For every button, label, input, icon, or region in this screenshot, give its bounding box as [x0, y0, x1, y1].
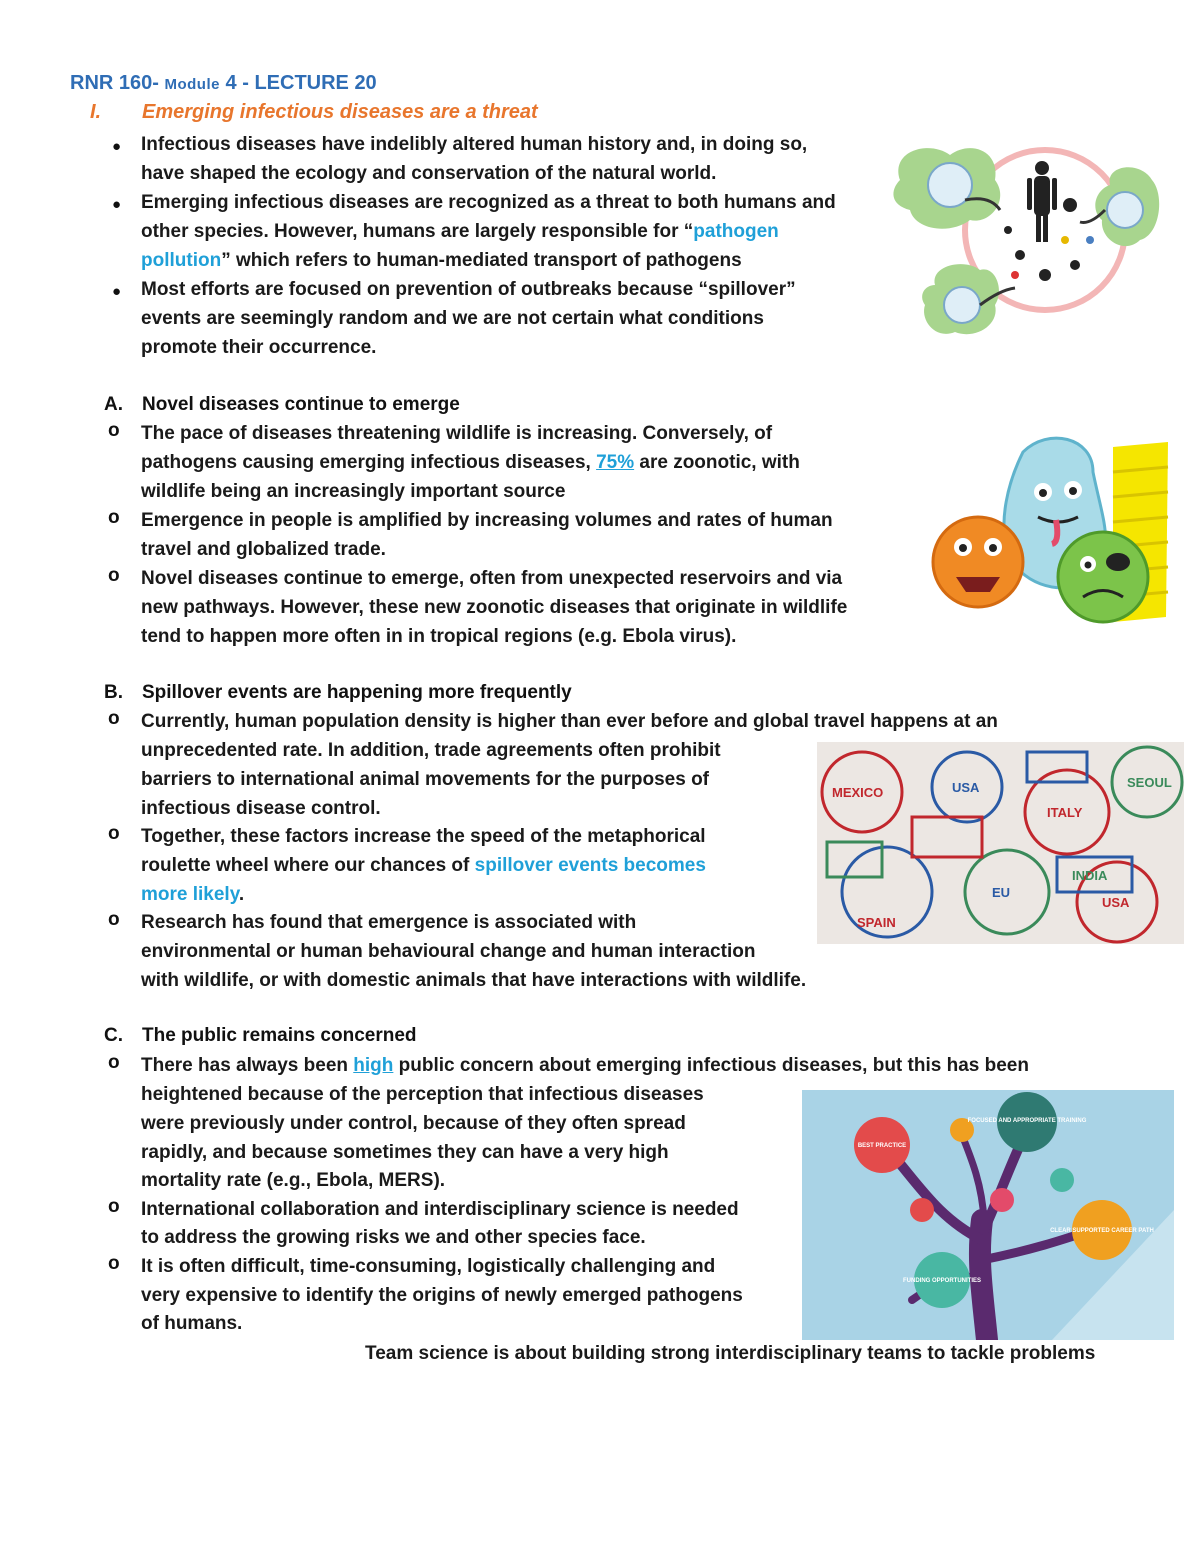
text-line: pathogens causing emerging infectious diseases, 75% are zoonotic, with: [141, 452, 800, 473]
circle-bullet-icon: o: [108, 1253, 120, 1274]
text-line: rapidly, and because sometimes they can have a very high: [141, 1142, 669, 1163]
text-line: Research has found that emergence is associated with: [141, 912, 637, 933]
stamp-text: MEXICO: [832, 785, 884, 800]
text-line: Currently, human population density is higher than ever before and global travel happens at an: [141, 711, 998, 732]
circle-bullet-icon: o: [108, 565, 120, 586]
text-line: new pathways. However, these new zoonotic diseases that originate in wildlife: [141, 597, 848, 618]
text-line: Novel diseases continue to emerge, often from unexpected reservoirs and via: [141, 568, 843, 589]
highlight-text: pathogen: [693, 221, 779, 242]
text-line: were previously under control, because of they often spread: [141, 1113, 686, 1134]
text-line: tend to happen more often in in tropical regions (e.g. Ebola virus).: [141, 626, 737, 647]
tree-label: CLEAR SUPPORTED CAREER PATH: [1050, 1228, 1154, 1234]
circle-bullet-icon: o: [108, 909, 120, 930]
bullet-icon: ●: [112, 283, 122, 300]
stamp-text: ITALY: [1047, 805, 1083, 820]
text-line: Together, these factors increase the speed of the metaphorical: [141, 826, 706, 847]
text-line: travel and globalized trade.: [141, 539, 386, 560]
text-line: Emergence in people is amplified by increasing volumes and rates of human: [141, 510, 833, 531]
pathogen-spillover-illustration: [890, 140, 1160, 365]
section-heading-1: I. Emerging infectious diseases are a threat: [90, 101, 538, 123]
bullet-icon: ●: [112, 138, 122, 155]
percent-link[interactable]: 75%: [596, 452, 635, 473]
text-line: The pace of diseases threatening wildlife is increasing. Conversely, of: [141, 423, 773, 444]
stamp-text: USA: [1102, 895, 1130, 910]
text-line: There has always been high public concern about emerging infectious diseases, but this has been: [141, 1055, 1029, 1076]
highlight-text: pollution: [141, 250, 222, 271]
circle-bullet-icon: o: [108, 708, 120, 729]
circle-bullet-icon: o: [108, 1052, 120, 1073]
bullet-icon: ●: [112, 196, 122, 213]
stamp-text: INDIA: [1072, 868, 1108, 883]
section-heading-b: B. Spillover events are happening more frequently: [104, 682, 572, 703]
high-link[interactable]: high: [353, 1055, 394, 1076]
text-line: International collaboration and interdisciplinary science is needed: [141, 1199, 739, 1220]
team-science-tree-illustration: [802, 1090, 1174, 1340]
text-line: barriers to international animal movements for the purposes of: [141, 769, 710, 790]
text-line: promote their occurrence.: [141, 337, 377, 358]
circle-bullet-icon: o: [108, 823, 120, 844]
tree-label: BEST PRACTICE: [857, 1143, 907, 1149]
text-line: mortality rate (e.g., Ebola, MERS).: [141, 1170, 446, 1191]
passport-stamps-image: [817, 742, 1184, 944]
circle-bullet-icon: o: [108, 1196, 120, 1217]
circle-bullet-icon: o: [108, 507, 120, 528]
text-line: to address the growing risks we and other species face.: [141, 1227, 646, 1248]
text-line: It is often difficult, time-consuming, logistically challenging and: [141, 1256, 716, 1277]
text-line: Emerging infectious diseases are recognized as a threat to both humans and: [141, 192, 836, 213]
stamp-text: SEOUL: [1127, 775, 1172, 790]
text-line: very expensive to identify the origins of newly emerged pathogens: [141, 1285, 743, 1306]
text-line: more likely.: [141, 884, 245, 905]
text-line: have shaped the ecology and conservation of the natural world.: [141, 163, 717, 184]
stamp-text: EU: [992, 885, 1011, 900]
text-line: heightened because of the perception that infectious diseases: [141, 1084, 704, 1105]
stamp-text: SPAIN: [857, 915, 896, 930]
text-line: unprecedented rate. In addition, trade agreements often prohibit: [141, 740, 721, 761]
text-line: Most efforts are focused on prevention of outbreaks because “spillover”: [141, 279, 796, 300]
text-line: infectious disease control.: [141, 798, 381, 819]
highlight-text: more likely: [141, 884, 239, 905]
page-title: RNR 160- Module 4 - LECTURE 20: [70, 72, 377, 94]
text-line: environmental or human behavioural change and human interaction: [141, 941, 756, 962]
section-heading-c: C. The public remains concerned: [104, 1025, 417, 1046]
cartoon-germs-illustration: [928, 432, 1178, 632]
text-line: with wildlife, or with domestic animals that have interactions with wildlife.: [141, 970, 807, 991]
tree-label: FOCUSED AND APPROPRIATE TRAINING: [967, 1118, 1087, 1124]
circle-bullet-icon: o: [108, 420, 120, 441]
stamp-text: USA: [952, 780, 980, 795]
text-line: roulette wheel where our chances of spillover events becomes: [141, 855, 706, 876]
figure-caption: Team science is about building strong interdisciplinary teams to tackle problems: [365, 1343, 1096, 1364]
tree-label: FUNDING OPPORTUNITIES: [902, 1278, 982, 1284]
text-line: Infectious diseases have indelibly altered human history and, in doing so,: [141, 134, 808, 155]
text-line: of humans.: [141, 1313, 243, 1334]
text-line: wildlife being an increasingly important source: [141, 481, 566, 502]
text-line: other species. However, humans are largely responsible for “pathogen: [141, 221, 779, 242]
text-line: events are seemingly random and we are not certain what conditions: [141, 308, 764, 329]
section-heading-a: A. Novel diseases continue to emerge: [104, 394, 460, 415]
highlight-text: spillover events becomes: [474, 855, 706, 876]
text-line: pollution” which refers to human-mediated transport of pathogens: [141, 250, 742, 271]
